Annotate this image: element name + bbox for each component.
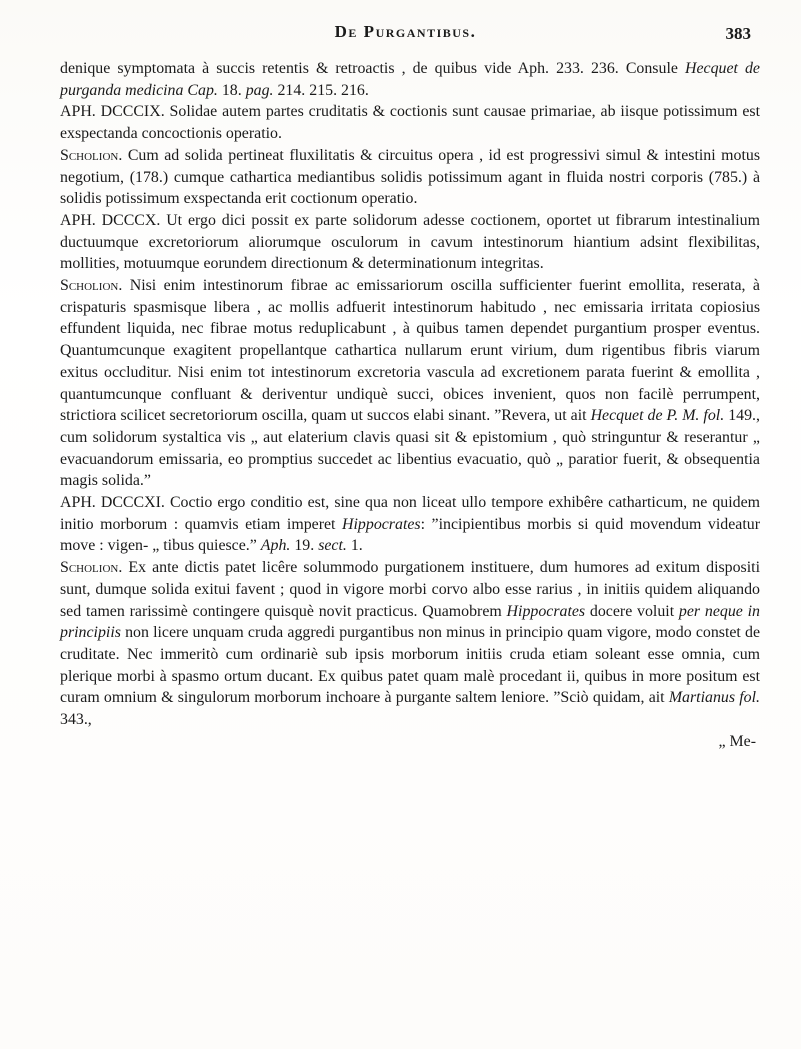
section-label: Scholion. [60,559,123,577]
aphorism-809 [60,101,760,144]
text-run: 214. 215. 216. [273,81,369,99]
text-run: Ex ante dictis patet licêre solummodo purgationem instituere, dum humores ad exitum dispositi sunt, dumque solida exitui favent ; quod in vigore morbi corvo albo esse rarius , in initiis quidem aliquando sed tamen rarissimè contingere quisquè novit practicus. Quamobrem [60,559,760,620]
catchword: „ Me- [718,732,756,750]
aphorism-811 [60,492,760,557]
text-run: 1. [346,537,363,555]
section-label: Scholion. [60,277,123,295]
scholion-811 [60,557,760,731]
italic-run: Hippocrates [506,602,586,620]
paragraph-continuation [60,58,760,101]
body-text [60,58,760,753]
italic-run: Hecquet de P. M. fol. [590,407,725,425]
text-run: APH. DCCCXI. Coctio ergo conditio est, sine qua non liceat ullo tempore exhibêre catharticum, ne quidem initio morborum : quamvis etiam imperet [60,494,760,533]
text-run: 343., [60,711,92,729]
page-number: 383 [725,24,751,43]
text-run: : ”incipientibus morbis si quid movendum videatur move : vigen- „ tibus quiesce.” [60,515,760,555]
italic-run: pag. [245,81,274,99]
text-run: 149., cum solidorum systaltica vis „ aut elaterium clavis quasi sit & epistomium , quò stringuntur & reserantur „ evacuandorum emissaria, eo promptius succedet ac libentius evacuatio, quò „ paratior fuerit, & obsequentia magis solida.” [60,407,760,490]
running-head: De Purgantibus. [334,22,477,41]
italic-run: per neque in principiis [60,602,760,642]
aphorism-810 [60,210,760,275]
scholion-809 [60,145,760,210]
italic-run: Aph. [260,537,291,555]
italic-run: Hippocrates [342,515,421,533]
italic-run: Hecquet de purganda medicina Cap. [60,60,760,99]
text-run: 19. [290,537,319,555]
text-run: non licere unquam cruda aggredi purgantibus non minus in principio quam vigore, modo constet de cruditate. Nec immeritò cum ordinariè sub ipsis morborum initiis cruda etiam soleant esse omnia, cum plerique morbi à spasmo ortum ducant. Ex quibus patet quam malè procedant ii, quibus in more positum est curam omnium & singulorum morborum inchoare à purgante saltem leniore. ”Sciò quidam, ait [60,624,760,707]
text-run: Cum ad solida pertineat fluxilitatis & circuitus opera , id est progressivi simul & intestini motus negotium, (178.) cumque cathartica mediantibus solidis potissimum agant in fluida nostri corporis (785.) à solidis potissimum exspectanda erit coctionum operatio. [60,146,760,208]
scholion-810 [60,275,760,492]
text-run: denique symptomata à succis retentis & retroactis , de quibus vide Aph. 233. 236. Consule [60,60,685,77]
page-header [60,22,751,52]
text-run: 18. [217,81,246,99]
text-run: Nisi enim intestinorum fibrae ac emissariorum oscilla sufficienter fuerint emollita, reserata, à crispaturis spasmisque libera , ac mollis adfuerit intestinorum habitudo , nec emissaria irritata copiosius effundent liquida, nec fibrae motus reduplicabunt , à quibus tamen dependet purgantium prosper eventus. Quantumcunque exagitent propellantque cathartica nullarum erunt virium, dum rigentibus fibris viarum exitus occluditur. Nisi enim tot intestinorum excretoria vascula ad excretionem parata fuerint & emollita , quantumcunque confluant & deriventur undiquè succi, obices invenient, quos non facilè perrumpent, strictiora scilicet secretoriorum oscilla, quam ut succos elabi sinant. ”Revera, ut ait [60,277,760,425]
italic-run: sect. [318,537,347,555]
text-run: docere voluit [585,602,679,620]
italic-run: Martianus fol. [668,689,760,707]
text-run: APH. DCCCX. Ut ergo dici possit ex parte solidorum adesse coctionem, oportet ut fibrarum intestinalium ductuumque excretoriorum aliorumque osculorum in cavum intestinorum hiantium adsint flexibilitas, mollities, motuumque eorundem directionum & determinationum integritas. [60,211,760,273]
text-run: APH. DCCCIX. Solidae autem partes cruditatis & coctionis sunt causae primariae, ab iisque potissimum est exspectanda concoctionis operatio. [60,103,760,143]
section-label: Scholion. [60,146,123,164]
